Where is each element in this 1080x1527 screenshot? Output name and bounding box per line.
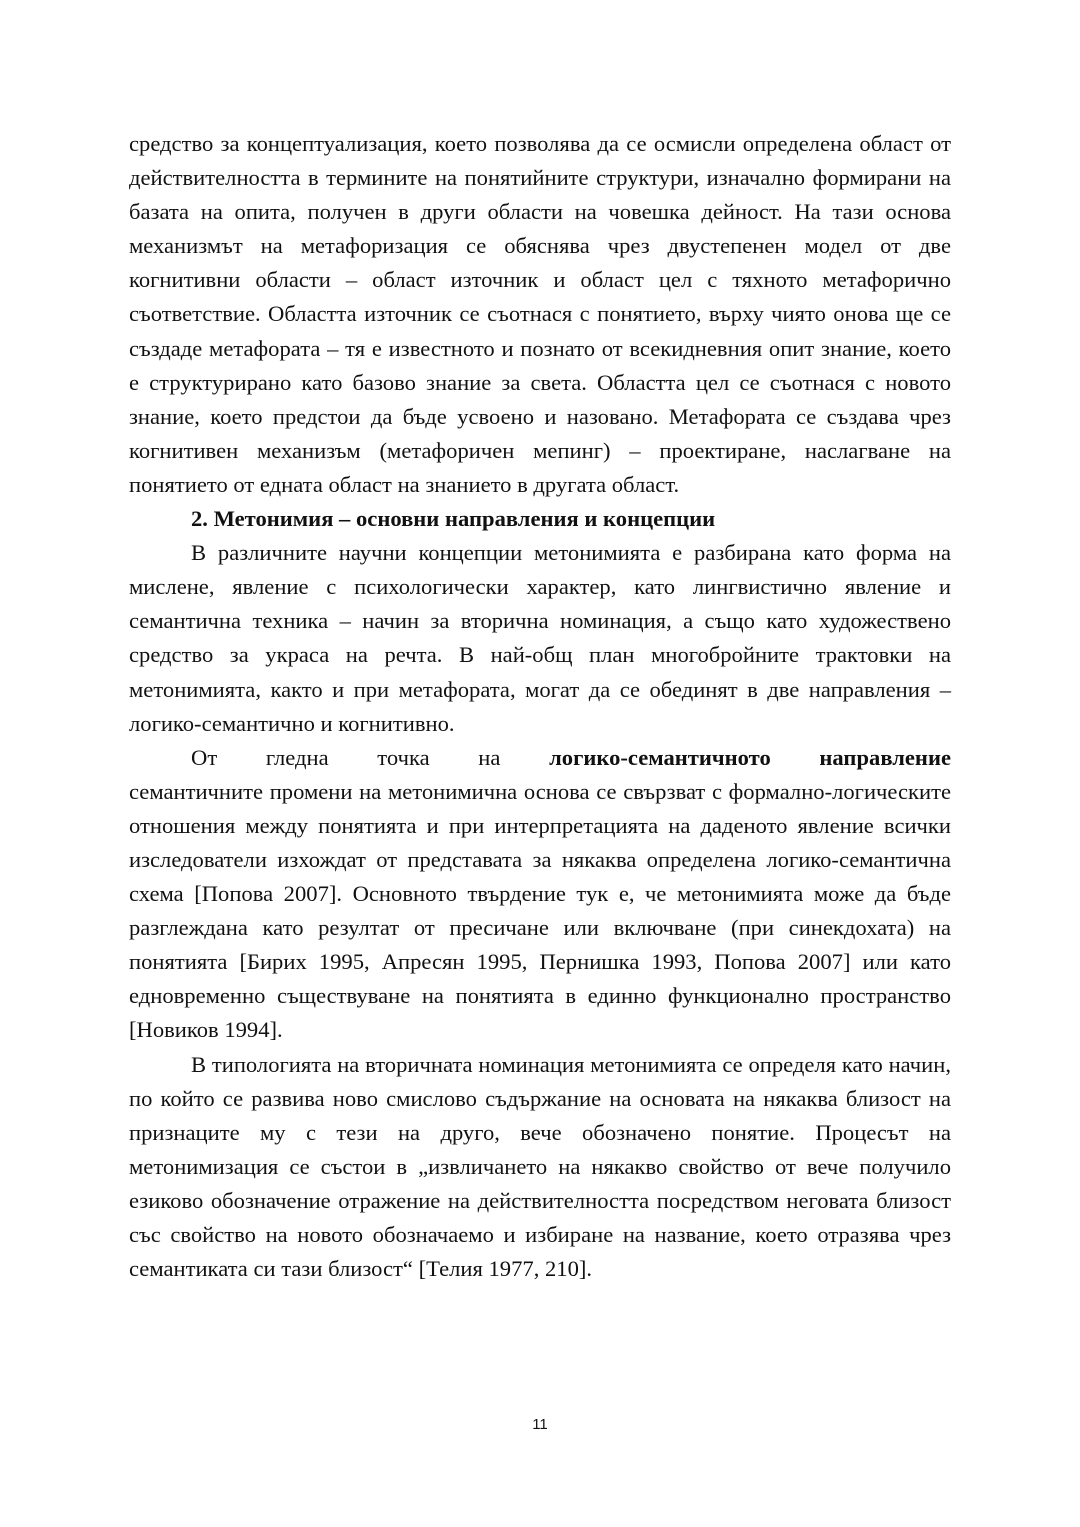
paragraph-logico-semantic (129, 741, 951, 1048)
section-heading: 2. Метонимия – основни направления и концепции (191, 506, 716, 532)
emphasized-term: логико-семантичното направление (549, 744, 951, 770)
paragraph-logico-semantic-first-line (129, 741, 951, 775)
page-number: 11 (532, 1416, 548, 1433)
document-page (129, 127, 951, 1286)
paragraph-metonymy-concepts: В различните научни концепции метонимията е разбирана като форма на мислене, явление с психологически характер, като лингвистично явление и семантична техника – начин за вторична номинация, а също като художествено средство за украса на речта. В най-общ план многобройните трактовки на метонимията, както и при метафората, могат да се обединят в две направления – логико-семантично и когнитивно. (129, 540, 951, 736)
paragraph-metaphor-conceptualization: средство за концептуализация, което позволява да се осмисли определена област от действителността в термините на понятийните структури, изначално формирани на базата на опита, получен в други области на човешка дейност. На тази основа механизмът на метафоризация се обяснява чрез двустепенен модел от две когнитивни области – област източник и област цел с тяхното метафорично съответствие. Областта източник се съотнася с понятието, върху чиято онова ще се създаде метафората – тя е известното и познато от всекидневния опит знание, което е структурирано като базово знание за света. Областта цел се съотнася с новото знание, което предстои да бъде усвоено и назовано. Метафората се създава чрез когнитивен механизъм (метафоричен мепинг) – проектиране, наслагване на понятието от едната област на знанието в другата област. (129, 131, 951, 497)
paragraph-logico-semantic-body: семантичните промени на метонимична основа се свързват с формално-логическите отношения между понятията и при интерпретацията на даденото явление всички изследователи изхождат от представата за някаква определена логико-семантична схема [Попова 2007]. Основното твърдение тук е, че метонимията може да бъде разглеждана като резултат от пресичане или включване (при синекдохата) на понятията [Бирих 1995, Апресян 1995, Пернишка 1993, Попова 2007] или като едновременно съществуване на понятията в единно функционално пространство [Новиков 1994]. (129, 778, 951, 1043)
paragraph-secondary-nomination: В типологията на вторичната номинация метонимията се определя като начин, по който се развива ново смислово съдържание на основата на някаква близост на признаците му с тези на друго, вече обозначено понятие. Процесът на метонимизация се състои в „извличането на някакво свойство от вече получило езиково обозначение отражение на действителността посредством неговата близост със свойство на новото обозначаемо и избиране на название, което отразява чрез семантиката си тази близост“ [Телия 1977, 210]. (129, 1051, 951, 1282)
paragraph-intro-text: От гледна точка на (191, 744, 501, 770)
